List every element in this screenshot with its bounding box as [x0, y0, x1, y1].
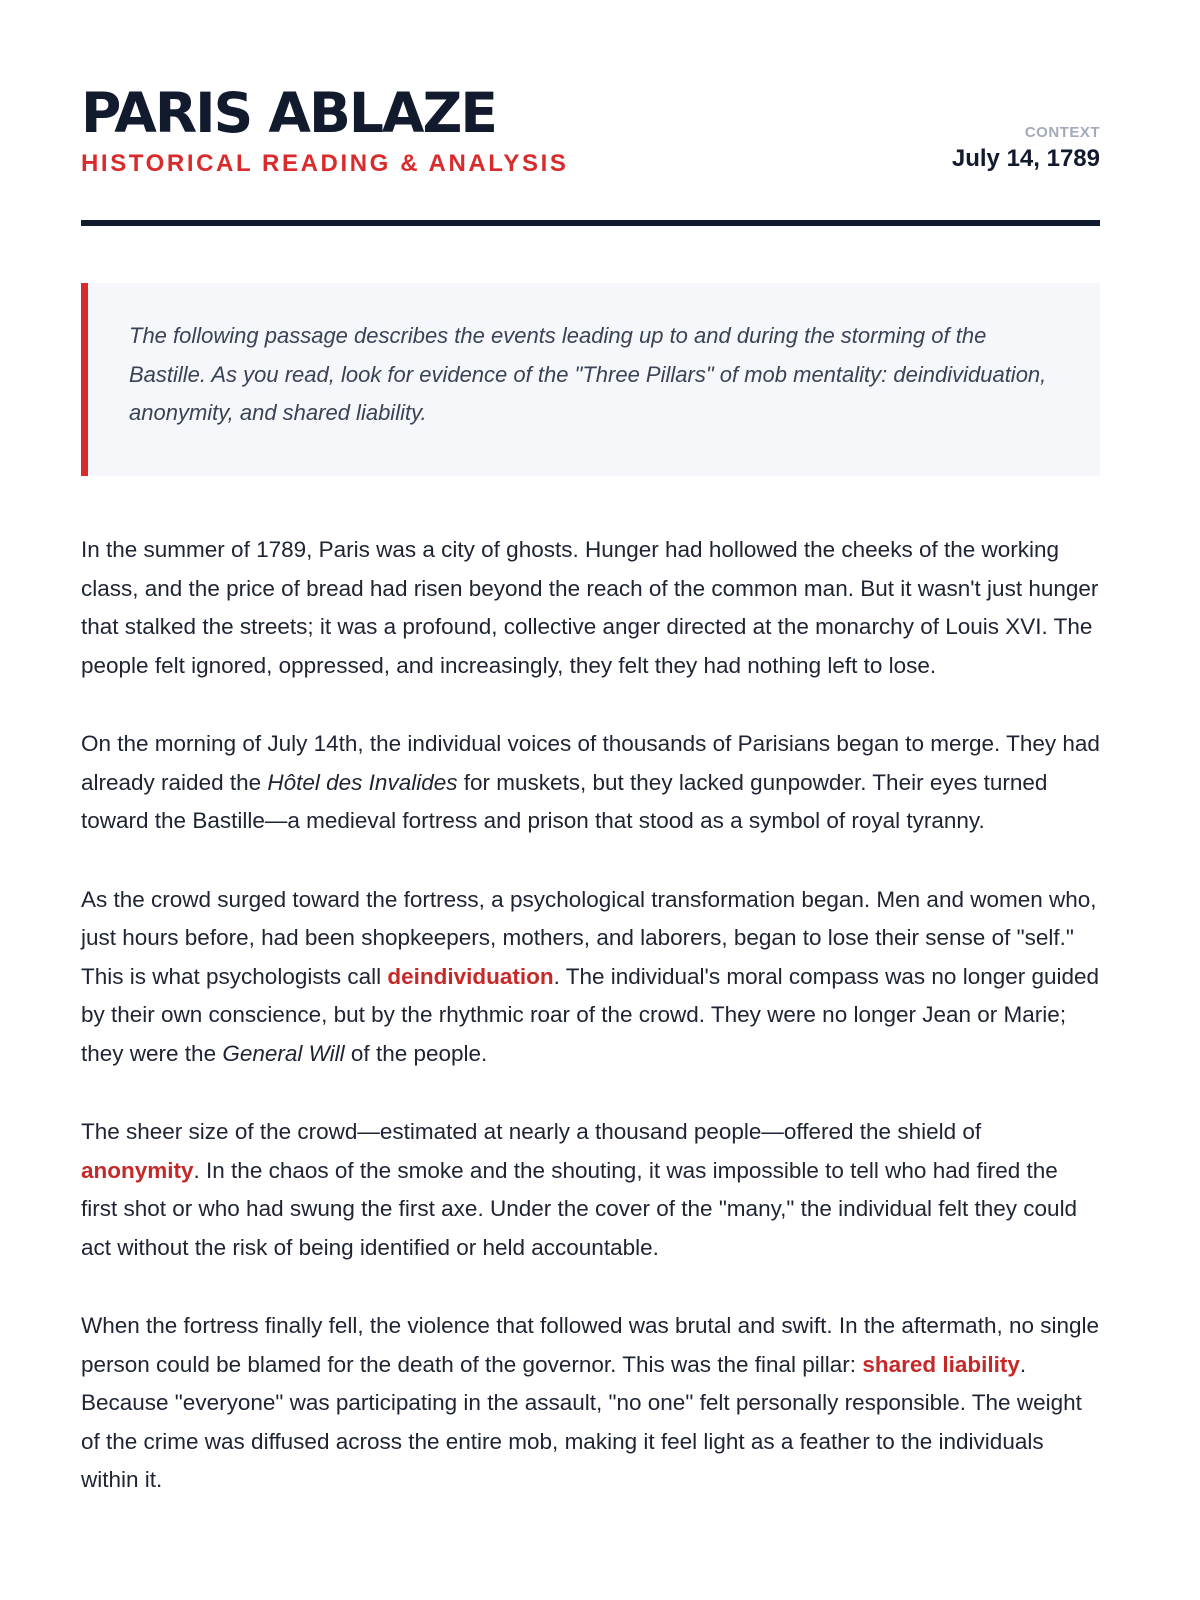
context-block: [952, 124, 1100, 174]
header-divider: [81, 220, 1100, 226]
reading-passage: [81, 531, 1100, 1500]
intro-callout: [81, 283, 1100, 476]
paragraph-4: [81, 1113, 1100, 1267]
key-term-anonymity: anonymity: [81, 1157, 194, 1183]
paragraph-2: [81, 725, 1100, 841]
context-label: CONTEXT: [1024, 124, 1100, 141]
context-date: July 14, 1789: [951, 145, 1100, 172]
key-term-deindividuation: deindividuation: [387, 963, 554, 989]
paragraph-text: . Because "everyone" was participating in the assault, "no one" felt personally responsible. The weight of the crime was diffused across the entire mob, making it feel light as a feather to the individuals within it.: [81, 1351, 1082, 1492]
paragraph-1: In the summer of 1789, Paris was a city of ghosts. Hunger had hollowed the cheeks of the working class, and the price of bread had risen beyond the reach of the common man. But it wasn't just hunger that stalked the streets; it was a profound, collective anger directed at the monarchy of Louis XVI. The people felt ignored, oppressed, and increasingly, they felt they had nothing left to lose.: [81, 537, 1099, 678]
paragraph-text: . In the chaos of the smoke and the shouting, it was impossible to tell who had fired the first shot or who had swung the first axe. Under the cover of the "many," the individual felt they could act without the risk of being identified or held accountable.: [81, 1157, 1078, 1260]
paragraph-text: On the morning of July 14th, the individual voices of thousands of Parisians began to merge. They had already raided the: [81, 731, 1100, 795]
emphasis-general-will: General Will: [222, 1040, 345, 1066]
paragraph-text: of the people.: [344, 1040, 488, 1066]
emphasis-hotel-des-invalides: Hôtel des Invalides: [267, 769, 458, 795]
paragraph-text: for muskets, but they lacked gunpowder. Their eyes turned toward the Bastille—a medieval fortress and prison that stood as a symbol of royal tyranny.: [81, 769, 1048, 833]
paragraph-text: The sheer size of the crowd—estimated at nearly a thousand people—offered the shield of: [81, 1119, 982, 1144]
page-title: PARIS ABLAZE: [81, 81, 496, 145]
paragraph-text: As the crowd surged toward the fortress, a psychological transformation began. Men and women who, just hours before, had been shopkeepers, mothers, and laborers, began to lose their sense of "self." This is what psychologists call: [81, 886, 1097, 989]
key-term-shared-liability: shared liability: [862, 1351, 1020, 1377]
paragraph-3: [81, 881, 1100, 1074]
page-subtitle: HISTORICAL READING & ANALYSIS: [81, 150, 569, 177]
paragraph-text: When the fortress finally fell, the violence that followed was brutal and swift. In the aftermath, no single person could be blamed for the death of the governor. This was the final pillar:: [81, 1313, 1100, 1377]
page-header: [81, 0, 1100, 227]
intro-text: The following passage describes the events leading up to and during the storming of the Bastille. As you read, look for evidence of the "Three Pillars" of mob mentality: deindividuation, anonymity, and shared liability.: [129, 323, 1047, 425]
paragraph-5: [81, 1307, 1100, 1500]
paragraph-text: . The individual's moral compass was no longer guided by their own conscience, but by the rhythmic roar of the crowd. They were no longer Jean or Marie; they were the: [81, 963, 1100, 1066]
